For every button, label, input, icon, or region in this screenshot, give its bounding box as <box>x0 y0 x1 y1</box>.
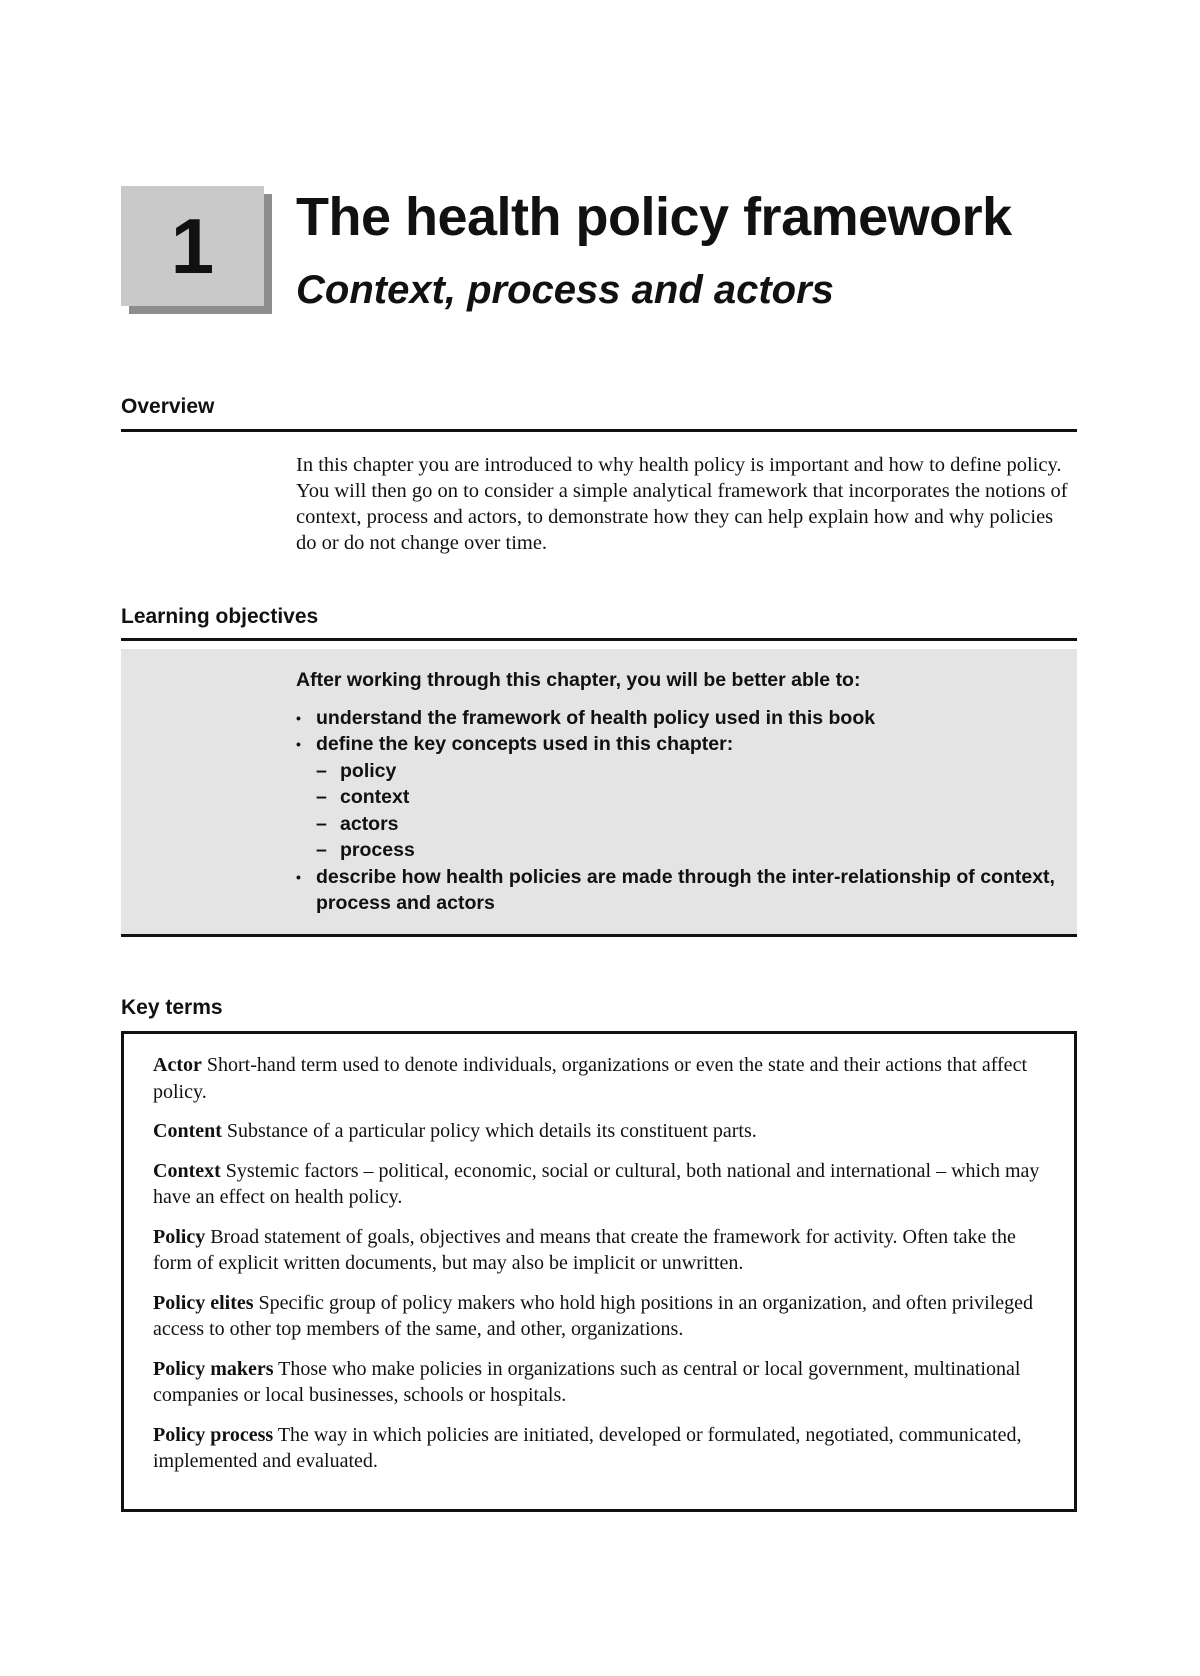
key-term-definition: Systemic factors – political, economic, social or cultural, both national and international – which may have an effect on health policy. <box>153 1159 1040 1208</box>
key-term <box>153 1290 1053 1343</box>
dash-icon: – <box>316 759 327 782</box>
objectives-content <box>296 667 1056 917</box>
key-term-name: Context <box>153 1159 221 1182</box>
key-term <box>153 1224 1053 1277</box>
objective-text: understand the framework of health policy used in this book <box>316 706 876 729</box>
concept-item <box>316 758 1056 785</box>
chapter-number: 1 <box>170 202 215 290</box>
key-term <box>153 1052 1053 1105</box>
key-term <box>153 1422 1053 1475</box>
concept-item <box>316 811 1056 838</box>
chapter-number-box <box>121 186 264 306</box>
chapter-title: The health policy framework <box>296 187 1012 247</box>
bullet-icon: • <box>296 709 301 726</box>
objectives-top-rule <box>121 638 1077 641</box>
concept-item <box>316 837 1056 864</box>
key-term-name: Actor <box>153 1054 202 1076</box>
key-terms-list <box>153 1052 1053 1488</box>
objective-sublist <box>316 758 1056 864</box>
objectives-list <box>296 705 1056 917</box>
concept-item <box>316 784 1056 811</box>
concept-text: context <box>340 786 410 808</box>
dash-icon: – <box>316 839 327 861</box>
key-terms-box <box>121 1031 1077 1512</box>
concept-text: policy <box>340 759 397 782</box>
bullet-icon: • <box>296 736 301 752</box>
objective-text: define the key concepts used in this chapter: <box>316 733 734 755</box>
key-term <box>153 1158 1053 1211</box>
key-term-definition: Substance of a particular policy which details its constituent parts. <box>226 1120 757 1142</box>
dash-icon: – <box>316 786 327 808</box>
overview-heading: Overview <box>121 395 215 418</box>
overview-rule <box>121 429 1077 432</box>
objective-item <box>296 705 1056 732</box>
objective-text: describe how health policies are made through the inter-relationship of context, process and actors <box>316 865 1055 914</box>
objective-item <box>296 731 1056 864</box>
dash-icon: – <box>316 812 327 835</box>
key-term-name: Policy process <box>153 1423 274 1446</box>
objectives-panel <box>121 649 1077 935</box>
key-term <box>153 1356 1053 1409</box>
bullet-icon: • <box>296 868 301 885</box>
overview-text: In this chapter you are introduced to why health policy is important and how to define policy. You will then go on to consider a simple analytical framework that incorporates the notions of context, process and actors, to demonstrate how they can help explain how and why policies do or do not change over time. <box>296 454 1068 554</box>
objectives-bottom-rule <box>121 934 1077 937</box>
objectives-heading: Learning objectives <box>121 605 319 628</box>
key-term-name: Policy elites <box>153 1291 254 1314</box>
key-term-definition: Broad statement of goals, objectives and means that create the framework for activity. Often take the form of explicit written documents, but may also be implicit or unwritten. <box>153 1225 1016 1274</box>
chapter-subtitle: Context, process and actors <box>296 268 834 312</box>
key-term-definition: Those who make policies in organizations such as central or local government, multinational companies or local businesses, schools or hospitals. <box>153 1357 1021 1406</box>
objective-item <box>296 864 1056 917</box>
key-term-name: Policy makers <box>153 1357 274 1380</box>
key-term-name: Policy <box>153 1225 206 1248</box>
objectives-intro: After working through this chapter, you will be better able to: <box>296 669 861 691</box>
key-term-definition: Short-hand term used to denote individuals, organizations or even the state and their actions that affect policy. <box>153 1054 1027 1103</box>
key-term-name: Content <box>153 1120 222 1142</box>
concept-text: actors <box>340 812 399 835</box>
key-term-definition: Specific group of policy makers who hold high positions in an organization, and often privileged access to other top members of the same, and other, organizations. <box>153 1291 1034 1340</box>
concept-text: process <box>340 839 415 861</box>
key-term-definition: The way in which policies are initiated, developed or formulated, negotiated, communicated, implemented and evaluated. <box>153 1423 1022 1472</box>
key-terms-heading: Key terms <box>121 996 223 1019</box>
key-term <box>153 1118 1053 1145</box>
